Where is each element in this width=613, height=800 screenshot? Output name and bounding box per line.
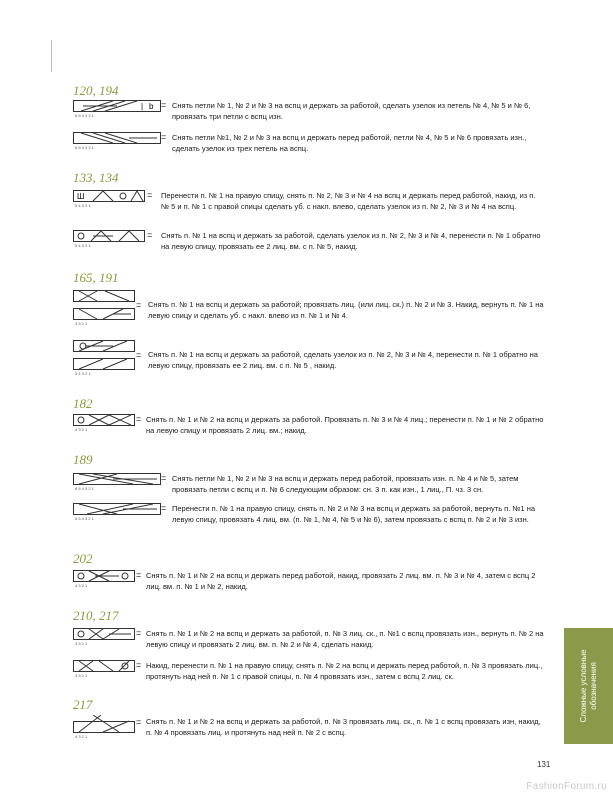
- equals-sign: =: [136, 660, 142, 670]
- entry-description: Перенести п. № 1 на правую спицу, снять п. № 2 и № 3 на вспц и держать за работой, вернуть п. №1 на левую спицу, провязать 4 лиц. вм. (п. № 1, № 4, № 5 и № 6), затем провязать с вспц п. № 2 и № 3 изн.: [172, 504, 536, 524]
- entry-description: Накид, перенести п. № 1 на правую спицу, снять п. № 2 на вспц и держать перед работой, п. № 3 провязать лиц., протянуть над ней п. № 1 с правой спицы, п. № 4 провязать изн., затем с вспц 2 лиц. ск.: [146, 661, 543, 681]
- equals-sign: =: [136, 350, 142, 360]
- cable-symbol-icon: [73, 132, 161, 150]
- svg-text:5 4 3 2 1: 5 4 3 2 1: [75, 243, 91, 248]
- section-heading: 217: [73, 697, 93, 712]
- svg-text:6 5 4 3 2 1: 6 5 4 3 2 1: [75, 113, 94, 118]
- section-heading: 165, 191: [73, 270, 119, 285]
- cable-symbol-icon: [73, 290, 135, 326]
- svg-text:6 5 4 3 2 1: 6 5 4 3 2 1: [75, 486, 94, 491]
- svg-text:5 4 3 2 1: 5 4 3 2 1: [75, 203, 91, 208]
- svg-text:4 3 2 1: 4 3 2 1: [75, 641, 88, 646]
- svg-text:Ш: Ш: [77, 192, 85, 201]
- cable-symbol-icon: [73, 473, 161, 491]
- svg-text:4 3 2 1: 4 3 2 1: [75, 427, 88, 432]
- equals-sign: =: [161, 100, 167, 110]
- cable-symbol-icon: [73, 503, 161, 521]
- entry-description: Снять п. № 1 на вспц и держать за работой, сделать узелок из п. № 2, № 3 и № 4, перенести п. № 1 обратно на левую спицу, провязать ее 2 лиц. вм. с п. № 5 , накид.: [148, 350, 538, 370]
- entry-description: Снять п. № 1 и № 2 на вспц и держать за работой, п. № 3 лиц. ск., п. №1 с вспц провязать изн., вернуть п. № 2 на левую спицу и провязать 2 лиц. вм. п. № 2 и № 4, сделать накид.: [146, 629, 544, 649]
- chapter-tab-line-2: обозначения: [589, 662, 598, 710]
- watermark: FashionForum.ru: [526, 781, 607, 792]
- svg-text:6 5 4 3 2 1: 6 5 4 3 2 1: [75, 145, 94, 150]
- cable-symbol-icon: [73, 100, 161, 118]
- section-heading: 182: [73, 396, 93, 411]
- chapter-tab-label: [579, 649, 599, 722]
- entry-description: Снять петли №1, № 2 и № 3 на вспц и держать перед работой, петли № 4, № 5 и № 6 провязать изн., сделать узелок из трех петель на вспц.: [172, 133, 527, 153]
- cable-symbol-icon: [73, 628, 135, 646]
- equals-sign: =: [136, 628, 142, 638]
- svg-text:|: |: [141, 102, 144, 111]
- chapter-tab-line-1: Сложные условные: [579, 649, 588, 723]
- cable-symbol-icon: [73, 190, 145, 208]
- equals-sign: =: [136, 717, 142, 727]
- entry-description: Снять п. № 1 на вспц и держать за работой; провязать лиц. (или лиц. ск.) п. № 2 и № 3. Накид, вернуть п. № 1 на левую спицу и сделать уб. с накл. влево из п. № 1 и № 4.: [148, 300, 544, 320]
- section-heading: 189: [73, 452, 93, 467]
- section-heading: 120, 194: [73, 83, 119, 98]
- section-heading: 133, 134: [73, 170, 119, 185]
- cable-symbol-icon: [73, 570, 135, 588]
- entry-description: Снять п. № 1 и № 2 на вспц и держать за работой. Провязать п. № 3 и № 4 лиц.; перенести п. № 1 и № 2 обратно на левую спицу и провязать 2 лиц. вм.; накид.: [146, 415, 544, 435]
- equals-sign: =: [147, 190, 153, 200]
- section-heading: 210, 217: [73, 608, 119, 623]
- equals-sign: =: [136, 414, 142, 424]
- entry-description: Снять п. № 1 и № 2 на вспц и держать за работой, п. № 3 провязать лиц. ск., п. № 1 с вспц провязать изн, накид, п. № 4 провязать лиц. и протянуть над ней п. № 2 с вспц.: [146, 717, 541, 737]
- cable-symbol-icon: [73, 340, 135, 376]
- svg-text:4 3 2 1: 4 3 2 1: [75, 673, 88, 678]
- svg-text:5 4 3 2 1: 5 4 3 2 1: [75, 371, 91, 376]
- entry-description: Снять п. № 1 и № 2 на вспц и держать перед работой, накид, провязать 2 лиц. вм. п. № 3 и № 4, затем с вспц 2 лиц. вм. п. № 1 и № 2, накид.: [146, 571, 536, 591]
- svg-text:b: b: [149, 102, 154, 111]
- cable-symbol-icon: [73, 230, 145, 248]
- equals-sign: =: [161, 473, 167, 483]
- equals-sign: =: [136, 570, 142, 580]
- svg-text:6 5 4 3 2 1: 6 5 4 3 2 1: [75, 516, 94, 521]
- cable-symbol-icon: [73, 715, 135, 739]
- section-heading: 202: [73, 551, 93, 566]
- equals-sign: =: [147, 230, 153, 240]
- cable-symbol-icon: [73, 414, 135, 432]
- entry-description: Снять п. № 1 на вспц и держать за работой, сделать узелок из п. № 2, № 3 и № 4, перенести п. № 1 обратно на левую спицу, провязать ее 2 лиц. вм. с п. № 5, накид.: [161, 231, 541, 251]
- equals-sign: =: [161, 132, 167, 142]
- margin-rule: [51, 40, 52, 72]
- entry-description: Перенести п. № 1 на правую спицу, снять п. № 2, № 3 и № 4 на вспц и держать перед работой, накид, из п. № 5 и п. № 1 с правой спицы сделать уб. с накл. влево, сделать узелок из п. № 2, № 3 и № 4 на вспц.: [161, 191, 536, 211]
- entry-description: Снять петли № 1, № 2 и № 3 на вспц и держать за работой, сделать узелок из петель № 4, № 5 и № 6, провязать три петли с вспц изн.: [172, 101, 531, 121]
- svg-text:4 3 2 1: 4 3 2 1: [75, 321, 88, 326]
- equals-sign: =: [136, 300, 142, 310]
- page-number: 131: [537, 760, 551, 769]
- svg-text:4 3 2 1: 4 3 2 1: [75, 583, 88, 588]
- equals-sign: =: [161, 503, 167, 513]
- svg-text:4 3 2 1: 4 3 2 1: [75, 734, 88, 739]
- entry-description: Снять петли № 1, № 2 и № 3 на вспц и держать перед работой, провязать изн. п. № 4 и № 5, затем провязать петли с вспц и п. № 6 следующим образом: сн. 3 п. как изн., 1 лиц., П. чз. 3 сн.: [172, 474, 519, 494]
- cable-symbol-icon: [73, 660, 135, 678]
